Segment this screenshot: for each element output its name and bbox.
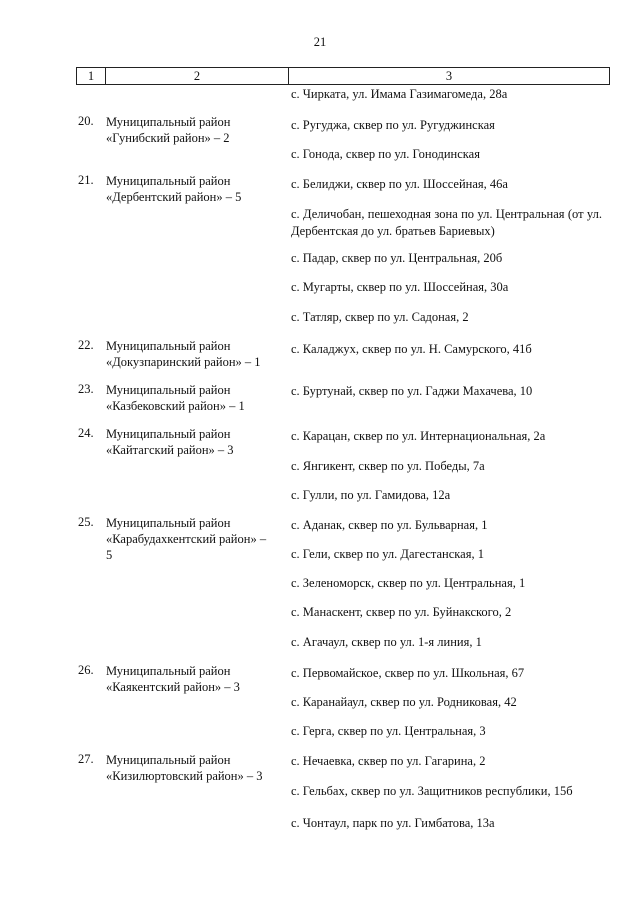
- address-item: с. Аданак, сквер по ул. Бульварная, 1: [291, 518, 488, 532]
- district-name: Муниципальный район «Докузпаринский район» – 1: [106, 339, 261, 369]
- address-item: с. Падар, сквер по ул. Центральная, 20б: [291, 251, 503, 265]
- address-item: с. Карацан, сквер по ул. Интернациональная, 2а: [291, 429, 546, 443]
- address-item: с. Первомайское, сквер по ул. Школьная, 67: [291, 666, 525, 680]
- address-item: с. Деличобан, пешеходная зона по ул. Центральная (от ул. Дербентская до ул. братьев Бариевых): [291, 207, 602, 238]
- address-item: с. Каладжух, сквер по ул. Н. Самурского, 41б: [291, 342, 532, 356]
- row-number: 22.: [78, 338, 94, 352]
- row-number: 23.: [78, 382, 94, 396]
- address-item: с. Гели, сквер по ул. Дагестанская, 1: [291, 547, 484, 561]
- district-name: Муниципальный район «Дербентский район» – 5: [106, 174, 242, 204]
- district-name: Муниципальный район «Кизилюртовский район» – 3: [106, 753, 263, 783]
- row-number: 26.: [78, 663, 94, 677]
- district-name: Муниципальный район «Каякентский район» – 3: [106, 664, 240, 694]
- address-item: с. Гулли, по ул. Гамидова, 12а: [291, 488, 451, 502]
- page-number: 21: [313, 35, 327, 49]
- address-item: с. Гельбах, сквер по ул. Защитников республики, 15б: [291, 784, 573, 798]
- continuation-address: с. Чирката, ул. Имама Газимагомеда, 28а: [291, 87, 508, 101]
- address-item: с. Белиджи, сквер по ул. Шоссейная, 46а: [291, 177, 508, 191]
- address-item: с. Манаскент, сквер по ул. Буйнакского, 2: [291, 605, 512, 619]
- row-number: 24.: [78, 426, 94, 440]
- address-item: с. Зеленоморск, сквер по ул. Центральная, 1: [291, 576, 526, 590]
- district-name: Муниципальный район «Кайтагский район» – 3: [106, 427, 234, 457]
- address-item: с. Янгикент, сквер по ул. Победы, 7а: [291, 459, 485, 473]
- address-item: с. Мугарты, сквер по ул. Шоссейная, 30а: [291, 280, 509, 294]
- row-number: 20.: [78, 114, 94, 128]
- address-item: с. Нечаевка, сквер по ул. Гагарина, 2: [291, 754, 486, 768]
- row-number: 21.: [78, 173, 94, 187]
- address-item: с. Агачаул, сквер по ул. 1-я линия, 1: [291, 635, 482, 649]
- row-number: 27.: [78, 752, 94, 766]
- district-name: Муниципальный район «Карабудахкентский район» – 5: [106, 516, 267, 562]
- address-item: с. Каранайаул, сквер по ул. Родниковая, 42: [291, 695, 517, 709]
- district-name: Муниципальный район «Казбековский район» – 1: [106, 383, 245, 413]
- column-header-2: 2: [106, 68, 289, 85]
- address-item: с. Ругуджа, сквер по ул. Ругуджинская: [291, 118, 495, 132]
- address-item: с. Гонода, сквер по ул. Гонодинская: [291, 147, 480, 161]
- address-item: с. Чонтаул, парк по ул. Гимбатова, 13а: [291, 816, 495, 830]
- address-item: с. Буртунай, сквер по ул. Гаджи Махачева, 10: [291, 384, 533, 398]
- row-number: 25.: [78, 515, 94, 529]
- column-header-3: 3: [289, 68, 610, 85]
- district-name: Муниципальный район «Гунибский район» – 2: [106, 115, 231, 145]
- column-header-1: 1: [77, 68, 106, 85]
- address-item: с. Татляр, сквер по ул. Садоная, 2: [291, 310, 469, 324]
- address-item: с. Герга, сквер по ул. Центральная, 3: [291, 724, 486, 738]
